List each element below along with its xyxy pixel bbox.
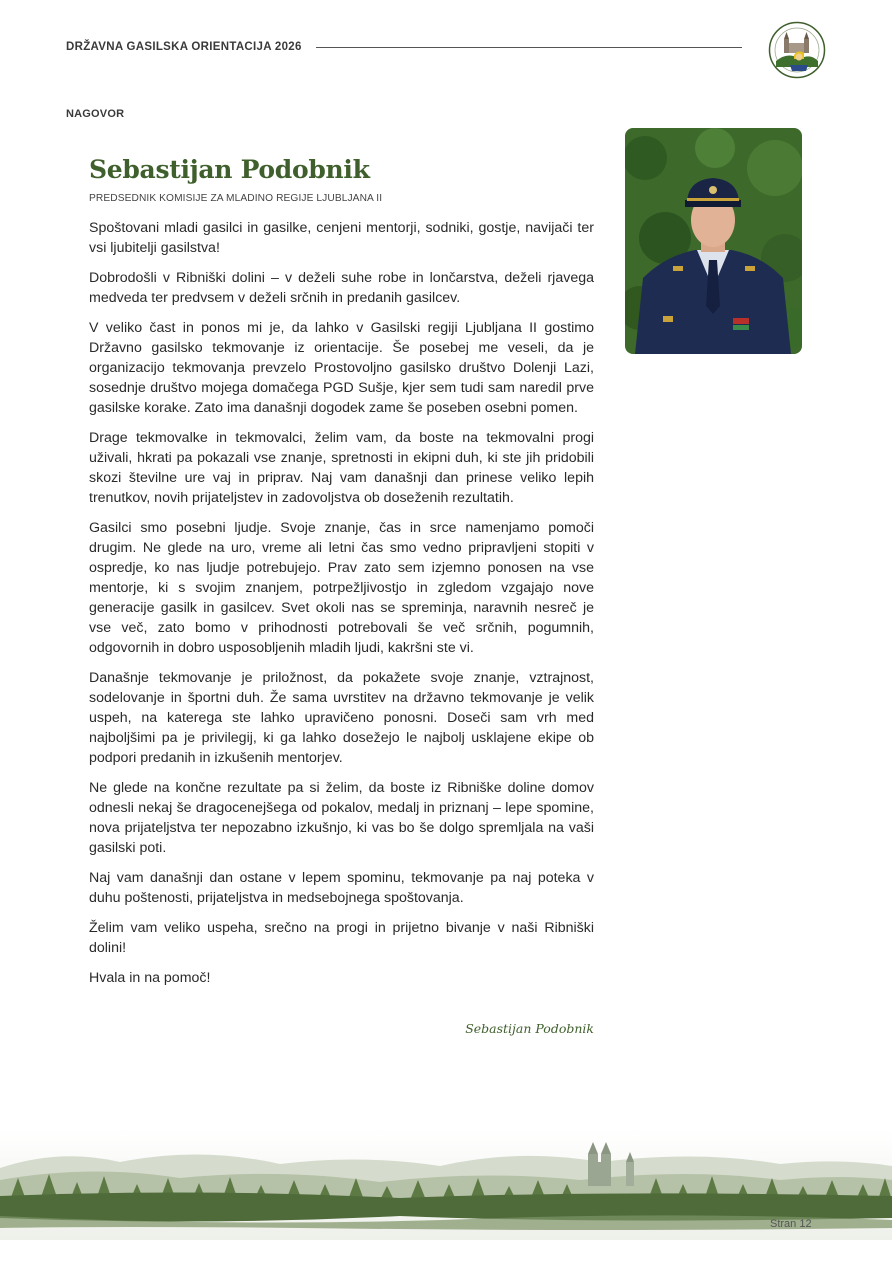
section-label: NAGOVOR	[66, 108, 125, 120]
header-title: DRŽAVNA GASILSKA ORIENTACIJA 2026	[66, 41, 302, 53]
firefighter-emblem-icon	[768, 21, 826, 79]
header-divider	[316, 47, 742, 48]
signature: Sebastijan Podobnik	[465, 1021, 594, 1036]
landscape-forest-church-illustration	[0, 1128, 892, 1240]
author-name: Sebastijan Podobnik	[89, 155, 370, 184]
paragraph: Današnje tekmovanje je priložnost, da pokažete svoje znanje, vztrajnost, sodelovanje in športni duh. Že sama uvrstitev na državno tekmovanje je velik uspeh, na katerega ste lahko upravičeno ponosni. Doseči sam vrh med najboljšimi pa je privilegij, ki ga lahko dosežejo le najbolj usklajene ekipe ob podpori predanih in izkušenih mentorjev.	[89, 670, 594, 766]
speech-body	[89, 218, 594, 998]
paragraph: Naj vam današnji dan ostane v lepem spominu, tekmovanje pa naj poteka v duhu poštenosti, prijateljstva in medsebojnega spoštovanja.	[89, 870, 594, 906]
paragraph: Želim vam veliko uspeha, srečno na progi in prijetno bivanje v naši Ribniški dolini!	[89, 920, 594, 956]
author-role: PREDSEDNIK KOMISIJE ZA MLADINO REGIJE LJUBLJANA II	[89, 193, 383, 204]
paragraph: Spoštovani mladi gasilci in gasilke, cenjeni mentorji, sodniki, gostje, navijači ter vsi ljubitelji gasilstva!	[89, 220, 594, 256]
paragraph: Dobrodošli v Ribniški dolini – v deželi suhe robe in lončarstva, deželi rjavega medveda ter predvsem v deželi srčnih in predanih gasilcev.	[89, 270, 594, 306]
paragraph: Ne glede na končne rezultate pa si želim, da boste iz Ribniške doline domov odnesli nekaj še dragocenejšega od pokalov, medalj in priznanj – lepe spomine, nova prijateljstva ter nepozabno izkušnjo, ki vas bo še dolgo spremljala na vaši gasilski poti.	[89, 780, 594, 856]
paragraph: V veliko čast in ponos mi je, da lahko v Gasilski regiji Ljubljana II gostimo Državno gasilsko tekmovanje iz orientacije. Še posebej me veseli, da je organizacijo tekmovanja prevzelo Prostovoljno gasilsko društvo Dolenji Lazi, sosednje društvo mojega domačega PGD Sušje, kjer sem tudi sam naredil prve gasilske korake. Zato ima današnji dogodek zame še poseben osebni pomen.	[89, 320, 594, 416]
paragraph: Gasilci smo posebni ljudje. Svoje znanje, čas in srce namenjamo pomoči drugim. Ne glede na uro, vreme ali letni čas smo vedno pripravljeni stopiti v ospredje, ko nas ljudje potrebujejo. Prav zato sem izjemno ponosen na vse mentorje, ki s svojim znanjem, potrpežljivostjo in zgledom vzgajajo nove generacije gasilk in gasilcev. Svet okoli nas se spreminja, naravnih nesreč je vse več, zato bomo v prihodnosti potrebovali še več srčnih, pogumnih, odgovornih in dobro usposobljenih mladih ljudi, kakršni ste vi.	[89, 520, 594, 656]
portrait-photo	[625, 128, 802, 354]
paragraph: Drage tekmovalke in tekmovalci, želim vam, da boste na tekmovalni progi uživali, hkrati pa pokazali vse znanje, spretnosti in ekipni duh, ki ste jih pridobili skozi številne ure vaj in priprav. Naj vam današnji dan prinese veliko lepih trenutkov, novih prijateljstev in zadovoljstva ob doseženih rezultatih.	[89, 430, 594, 506]
paragraph: Hvala in na pomoč!	[89, 970, 211, 986]
page-number: Stran 12	[770, 1218, 812, 1230]
